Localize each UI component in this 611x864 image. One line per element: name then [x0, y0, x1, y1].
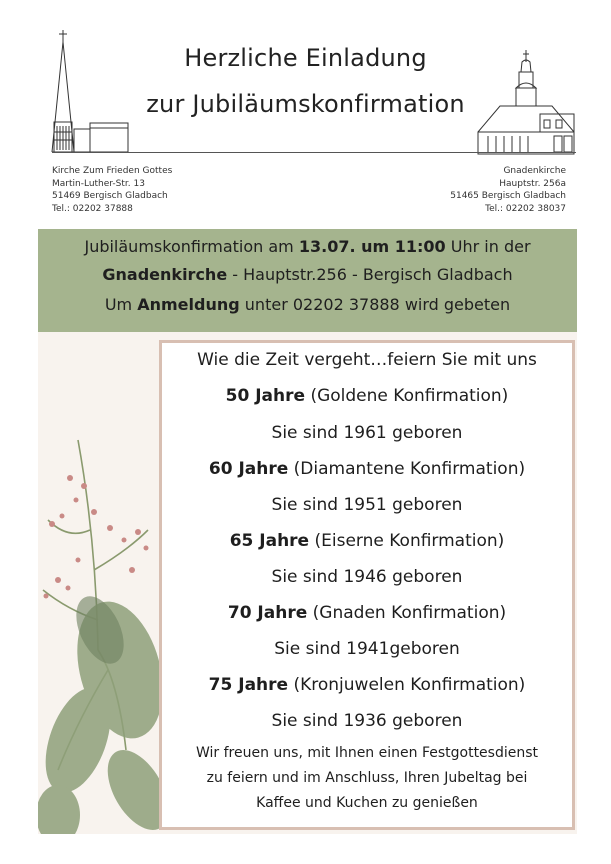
header-divider: [52, 152, 576, 153]
anniversary-years: 50 Jahre: [225, 386, 306, 406]
anniversary-heading: [162, 675, 572, 695]
anniversary-heading: [162, 603, 572, 623]
birth-year-line: Sie sind 1951 geboren: [271, 495, 463, 515]
event-location-line: [38, 265, 577, 284]
address-left: [52, 165, 172, 215]
anniversary-heading: [162, 386, 572, 406]
eucalyptus-foliage-illustration: [38, 420, 163, 834]
anniversary-heading: [162, 459, 572, 479]
registration-phone: unter 02202 37888 wird gebeten: [239, 295, 511, 314]
street-left: Martin-Luther-Str. 13: [52, 178, 145, 189]
anniversary-type: (Gnaden Konfirmation): [307, 603, 507, 623]
birth-year-line: Sie sind 1936 geboren: [271, 711, 463, 731]
city-left: 51469 Bergisch Gladbach: [52, 191, 168, 201]
event-datetime: 13.07. um 11:00: [298, 237, 446, 256]
date-suffix: Uhr in der: [445, 237, 531, 256]
registration-prefix: Um: [104, 295, 138, 314]
street-right: Hauptstr. 256a: [499, 178, 566, 189]
anniversary-type: (Diamantene Konfirmation): [288, 459, 526, 479]
registration-word: Anmeldung: [137, 295, 240, 314]
city-right: 51465 Bergisch Gladbach: [450, 191, 566, 201]
closing-line-3: Kaffee und Kuchen zu genießen: [256, 795, 478, 811]
anniversary-details-box: [159, 340, 575, 830]
church-name-left: Kirche Zum Frieden Gottes: [52, 166, 173, 176]
anniversary-years: 60 Jahre: [208, 459, 289, 479]
event-date-line: [38, 237, 577, 256]
church-name-right: Gnadenkirche: [503, 166, 566, 176]
address-right: [450, 165, 566, 215]
date-prefix: Jubiläumskonfirmation am: [84, 237, 299, 256]
event-church: Gnadenkirche: [102, 265, 228, 284]
intro-text: Wie die Zeit vergeht…feiern Sie mit uns: [197, 350, 537, 370]
anniversary-type: (Kronjuwelen Konfirmation): [288, 675, 526, 695]
birth-year-line: Sie sind 1946 geboren: [271, 567, 463, 587]
registration-line: [38, 295, 577, 314]
anniversary-type: (Goldene Konfirmation): [305, 386, 509, 406]
closing-line-1: Wir freuen uns, mit Ihnen einen Festgottesdienst: [195, 745, 539, 761]
birth-year-line: Sie sind 1961 geboren: [271, 423, 463, 443]
invitation-title: Herzliche Einladung: [184, 44, 427, 72]
closing-line-2: zu feiern und im Anschluss, Ihren Jubeltag bei: [206, 770, 528, 786]
event-address: - Hauptstr.256 - Bergisch Gladbach: [227, 265, 513, 284]
anniversary-years: 70 Jahre: [227, 603, 308, 623]
anniversary-years: 65 Jahre: [229, 531, 310, 551]
anniversary-years: 75 Jahre: [208, 675, 289, 695]
anniversary-type: (Eiserne Konfirmation): [309, 531, 505, 551]
anniversary-heading: [162, 531, 572, 551]
event-info-banner: [38, 229, 577, 332]
phone-right: Tel.: 02202 38037: [485, 203, 566, 214]
phone-left: Tel.: 02202 37888: [52, 203, 133, 214]
birth-year-line: Sie sind 1941geboren: [274, 639, 460, 659]
invitation-subtitle: zur Jubiläumskonfirmation: [146, 90, 465, 118]
